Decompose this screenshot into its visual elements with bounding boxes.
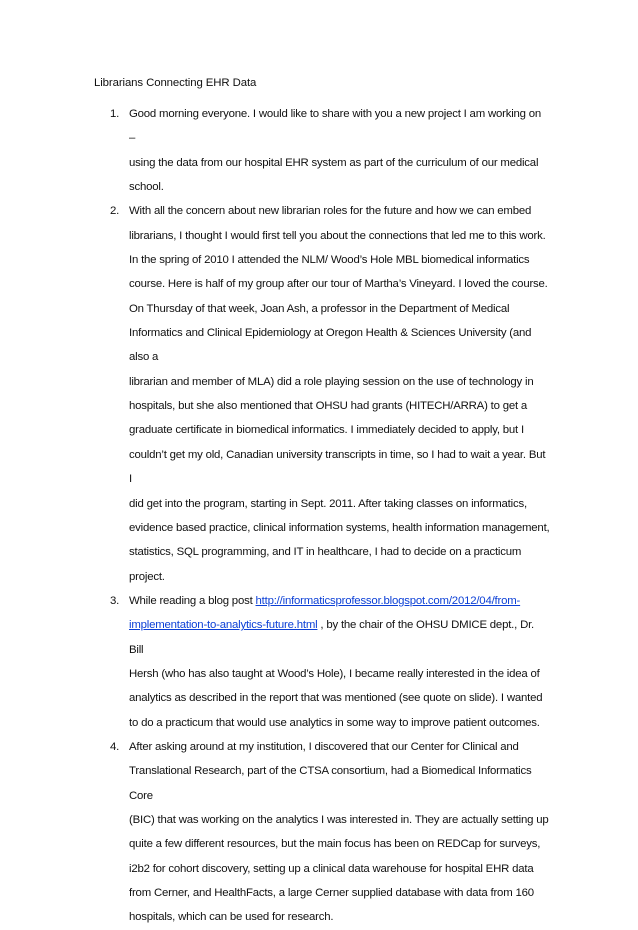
paragraph-line: graduate certificate in biomedical informatics. I immediately decided to apply, but I: [129, 424, 524, 437]
paragraph-line: [129, 589, 550, 613]
paragraph-line: Hersh (who has also taught at Wood’s Hole), I became really interested in the idea of: [129, 667, 540, 680]
list-item-3: [110, 589, 550, 735]
paragraph-line: Informatics and Clinical Epidemiology at Oregon Health & Sciences University (and also a: [129, 327, 532, 364]
paragraph-line: Good morning everyone. I would like to share with you a new project I am working on –: [129, 108, 542, 145]
paragraph-line: couldn’t get my old, Canadian university transcripts in time, so I had to wait a year. But I: [129, 448, 546, 486]
paragraph-line: With all the concern about new librarian roles for the future and how we can embed: [129, 205, 532, 218]
list-item-number: 4.: [110, 740, 120, 753]
blog-post-link[interactable]: http://informaticsprofessor.blogspot.com/2012/04/from-: [255, 594, 521, 607]
paragraph-line: to do a practicum that would use analytics in some way to improve patient outcomes.: [129, 716, 540, 729]
paragraph-line: from Cerner, and HealthFacts, a large Cerner supplied database with data from 160: [129, 887, 534, 899]
paragraph-line: project.: [129, 570, 165, 583]
paragraph-line: did get into the program, starting in Sept. 2011. After taking classes on informatics,: [129, 497, 527, 510]
paragraph-line: course. Here is half of my group after our tour of Martha’s Vineyard. I loved the course.: [129, 278, 548, 291]
list-item-1: [110, 102, 550, 199]
list-item-number: 1.: [110, 108, 120, 120]
paragraph-line: On Thursday of that week, Joan Ash, a professor in the Department of Medical: [129, 302, 510, 315]
document-title: Librarians Connecting EHR Data: [94, 77, 257, 89]
list-item-2: [110, 199, 550, 589]
paragraph-line: statistics, SQL programming, and IT in healthcare, I had to decide on a practicum: [129, 546, 522, 559]
paragraph-line: using the data from our hospital EHR system as part of the curriculum of our medical: [129, 156, 539, 169]
list-item-4: [110, 735, 550, 930]
paragraph-line: evidence based practice, clinical information systems, health information management,: [129, 521, 550, 534]
list-item-number: 2.: [110, 205, 120, 218]
paragraph-text: , by the chair of the OHSU DMICE dept., Dr. Bill: [129, 619, 535, 656]
paragraph-line: i2b2 for cohort discovery, setting up a clinical data warehouse for hospital EHR data: [129, 862, 534, 875]
list-item-number: 3.: [110, 594, 120, 607]
paragraph-line: hospitals, which can be used for research.: [129, 911, 334, 924]
paragraph-line: Translational Research, part of the CTSA consortium, had a Biomedical Informatics Core: [129, 765, 532, 802]
numbered-list: [110, 102, 550, 930]
paragraph-line: hospitals, but she also mentioned that OHSU had grants (HITECH/ARRA) to get a: [129, 400, 528, 413]
paragraph-line: librarians, I thought I would first tell you about the connections that led me to this work.: [129, 229, 546, 242]
paragraph-line: After asking around at my institution, I discovered that our Center for Clinical and: [129, 740, 519, 753]
paragraph-line: (BIC) that was working on the analytics I was interested in. They are actually setting up: [129, 813, 549, 826]
paragraph-line: [129, 613, 550, 662]
paragraph-line: analytics as described in the report that was mentioned (see quote on slide). I wanted: [129, 692, 543, 705]
blog-post-link-continued[interactable]: implementation-to-analytics-future.html: [129, 619, 318, 632]
paragraph-text: While reading a blog post: [129, 594, 256, 607]
paragraph-line: librarian and member of MLA) did a role playing session on the use of technology in: [129, 375, 534, 388]
paragraph-line: quite a few different resources, but the main focus has been on REDCap for surveys,: [129, 838, 541, 851]
paragraph-line: school.: [129, 181, 164, 194]
paragraph-line: In the spring of 2010 I attended the NLM/ Wood’s Hole MBL biomedical informatics: [129, 254, 530, 267]
